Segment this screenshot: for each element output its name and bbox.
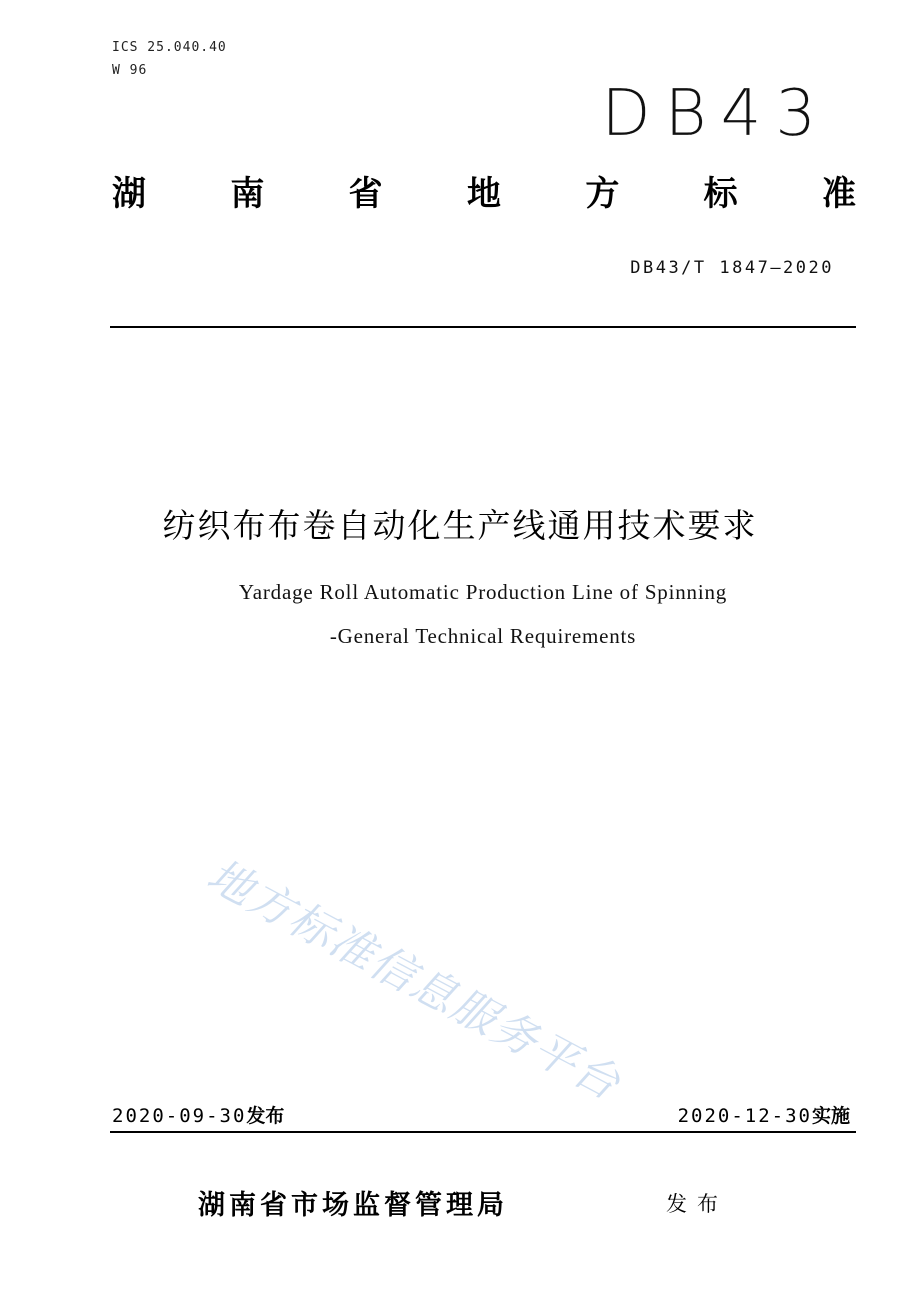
issuer-action: 发布 — [666, 1192, 728, 1216]
standard-kind-char: 地 — [466, 174, 501, 214]
issue-date-suffix: 发布 — [246, 1105, 285, 1127]
implementation-date-value: 2020-12-30 — [677, 1105, 812, 1127]
top-divider — [110, 326, 856, 328]
db-code: DB43 — [601, 77, 830, 151]
title-chinese: 纺织布布卷自动化生产线通用技术要求 — [162, 506, 758, 545]
issuer-name: 湖南省市场监督管理局 — [198, 1190, 508, 1221]
standard-kind-char: 南 — [230, 174, 265, 214]
standard-number: DB43/T 1847—2020 — [630, 258, 834, 278]
standard-kind-char: 标 — [703, 174, 738, 214]
implementation-date-suffix: 实施 — [811, 1105, 850, 1127]
standard-kind-char: 省 — [348, 174, 383, 214]
title-english-line2: -General Technical Requirements — [329, 624, 637, 648]
standard-kind — [112, 174, 856, 215]
standard-kind-char: 准 — [821, 174, 856, 214]
ics-code: ICS 25.040.40 — [112, 40, 227, 55]
bottom-divider — [110, 1131, 856, 1133]
implementation-date — [678, 1101, 850, 1128]
issue-date-value: 2020-09-30 — [112, 1105, 247, 1127]
title-english-line1: Yardage Roll Automatic Production Line of Spinning — [238, 580, 728, 604]
standard-kind-char: 湖 — [112, 174, 146, 214]
classification-code: W 96 — [112, 63, 148, 78]
watermark: 地方标准信息服务平台 — [198, 849, 629, 1111]
standard-kind-char: 方 — [585, 174, 620, 214]
issue-date — [112, 1101, 284, 1128]
